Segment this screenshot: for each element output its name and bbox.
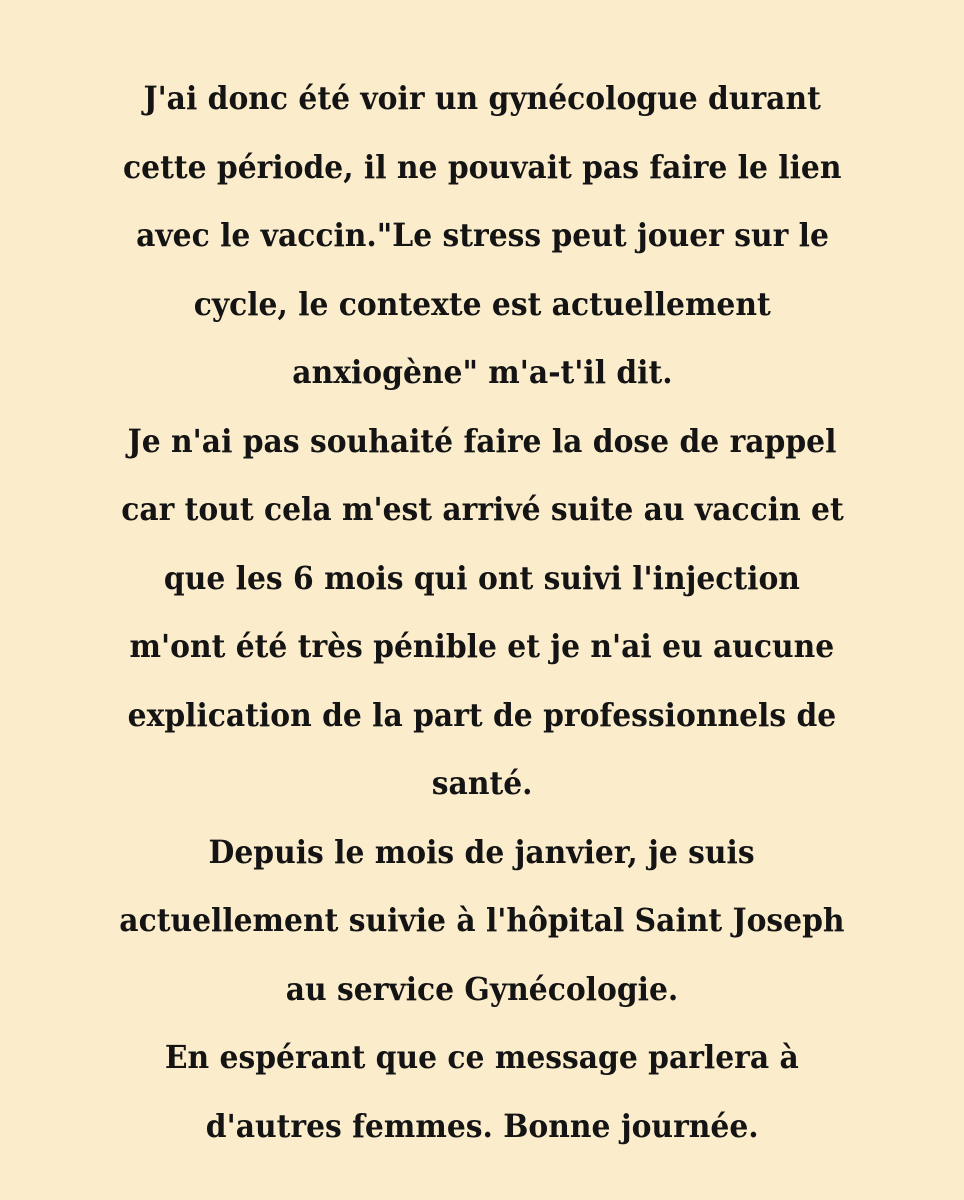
text-line: santé. [431,764,533,802]
text-line: J'ai donc été voir un gynécologue durant [143,79,821,117]
text-line: explication de la part de professionnels de [127,695,837,734]
text-line: anxiogène" m'a-t'il dit. [291,353,673,391]
text-line: d'autres femmes. Bonne journée. [205,1106,759,1145]
message-text [0,64,964,1160]
text-line: actuellement suivie à l'hôpital Saint Joseph [119,901,845,939]
text-line: m'ont été très pénible et je n'ai eu aucune [129,627,835,665]
text-line: Je n'ai pas souhaité faire la dose de rappel [127,421,837,460]
text-line: car tout cela m'est arrivé suite au vaccin et [120,490,844,528]
text-line: En espérant que ce message parlera à [165,1038,799,1076]
text-line: avec le vaccin."Le stress peut jouer sur le [135,216,829,254]
text-line: au service Gynécologie. [285,969,679,1008]
text-line: cycle, le contexte est actuellement [193,284,771,323]
text-line: que les 6 mois qui ont suivi l'injection [163,558,801,597]
text-line: cette période, il ne pouvait pas faire le lien [122,147,842,186]
text-line: Depuis le mois de janvier, je suis [208,832,756,871]
